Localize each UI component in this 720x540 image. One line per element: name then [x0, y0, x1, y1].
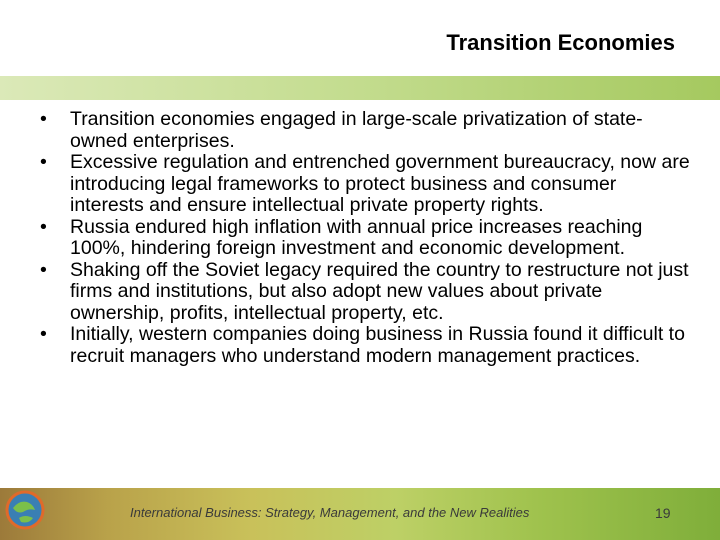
bullet-item — [40, 260, 690, 325]
bullet-text: Transition economies engaged in large-scale privatization of state-owned enterprises. — [70, 108, 643, 152]
bullet-mark: • — [40, 258, 47, 281]
footer-book-title: International Business: Strategy, Management, and the New Realities — [130, 505, 530, 520]
bullet-text: Excessive regulation and entrenched government bureaucracy, now are introducing legal frameworks to protect business and consumer interests and ensure intellectual private property rights. — [70, 151, 690, 216]
bullet-item — [40, 109, 690, 152]
bullet-text: Shaking off the Soviet legacy required the country to restructure not just firms and institutions, but also adopt new values about private ownership, profits, intellectual property, etc. — [70, 258, 689, 324]
bullet-mark: • — [40, 151, 47, 173]
title-underline-band — [0, 76, 720, 100]
bullet-text: Initially, western companies doing business in Russia found it difficult to recruit managers who understand modern management practices. — [70, 323, 685, 367]
bullet-list — [40, 109, 690, 367]
slide-title: Transition Economies — [446, 30, 675, 55]
bullet-item — [40, 152, 690, 217]
bullet-mark: • — [40, 108, 47, 130]
bullet-item — [40, 324, 690, 367]
bullet-mark: • — [40, 323, 47, 345]
page-number: 19 — [655, 505, 671, 521]
globe-logo-icon — [5, 490, 45, 530]
bullet-item — [40, 217, 690, 260]
bullet-mark: • — [40, 215, 47, 238]
bullet-text: Russia endured high inflation with annual price increases reaching 100%, hindering foreign investment and economic development. — [70, 215, 643, 259]
